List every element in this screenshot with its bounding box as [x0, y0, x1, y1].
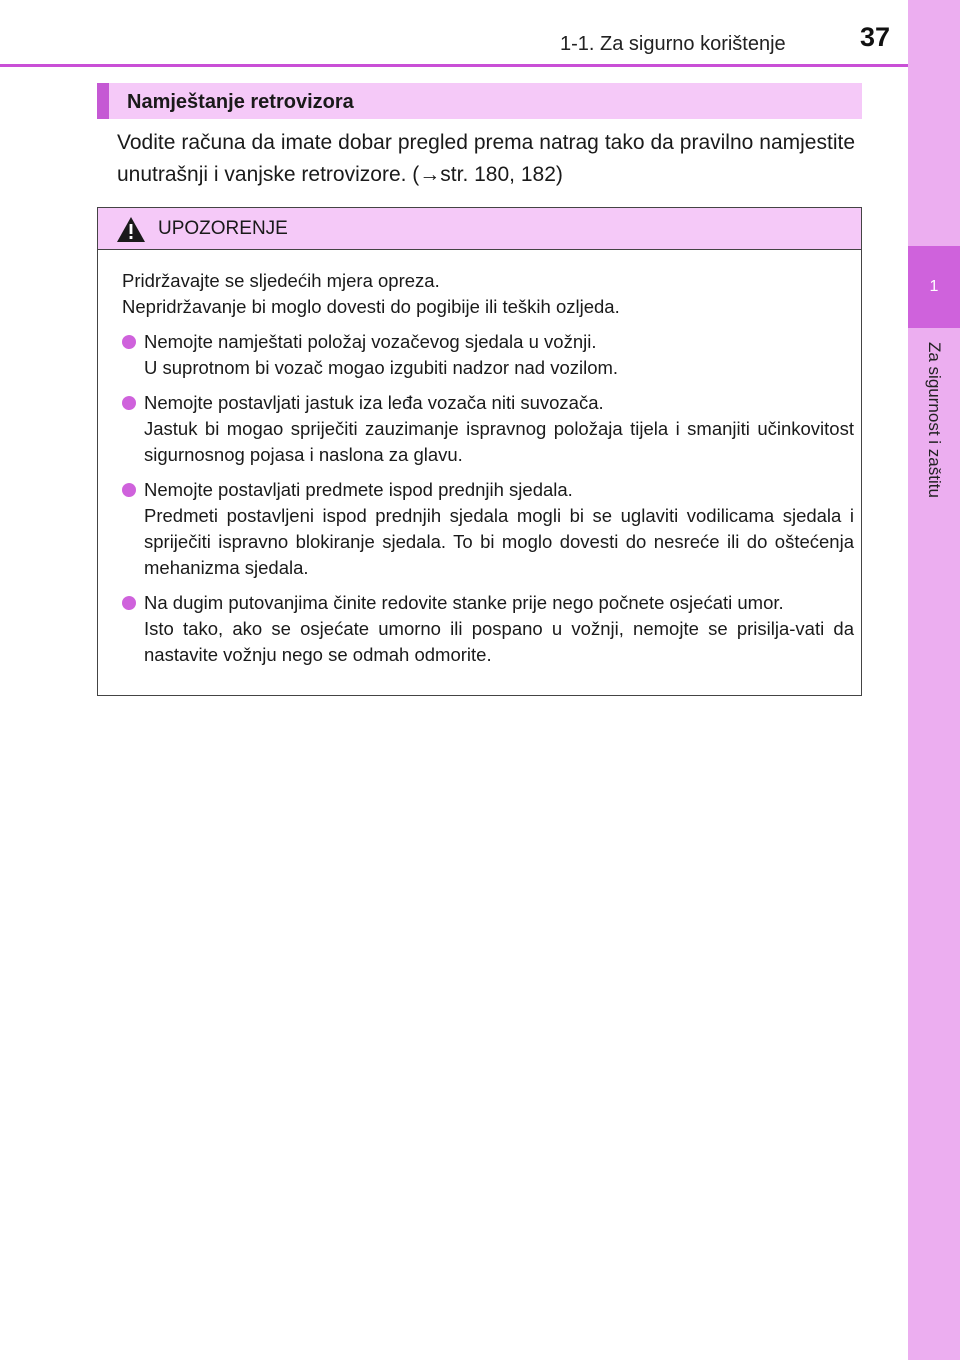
warning-triangle-icon: [116, 216, 146, 243]
chapter-number: 1: [929, 278, 939, 295]
warning-intro-line: Pridržavajte se sljedećih mjera opreza.: [122, 270, 440, 291]
warning-intro-line: Nepridržavanje bi moglo dovesti do pogibije ili teških ozljeda.: [122, 296, 620, 317]
warning-item: [122, 329, 854, 381]
section-title: Namještanje retrovizora: [127, 91, 354, 113]
warning-item-title: Nemojte postavljati jastuk iza leđa vozača niti suvozača.: [144, 392, 604, 413]
warning-item-text: Predmeti postavljeni ispod prednjih sjedala mogli bi se uglaviti vodilicama sjedala i spriječiti ispravno blokiranje sjedala. To bi moglo dovesti do nesreće ili do oštećenja mehanizma sjedala.: [144, 505, 854, 578]
warning-box: [97, 207, 862, 696]
chapter-title: Za sigurnost i zaštitu: [925, 342, 944, 498]
running-head: 1-1. Za sigurno korištenje: [560, 33, 786, 55]
warning-item-text: Isto tako, ako se osjećate umorno ili pospano u vožnji, nemojte se prisilja-vati da nastavite vožnju nego se odmah odmorite.: [144, 618, 854, 665]
warning-item: [122, 390, 854, 468]
warning-item-text: Jastuk bi mogao spriječiti zauzimanje ispravnog položaja tijela i smanjiti učinkovitost sigurnosnog pojasa i naslona za glavu.: [144, 418, 854, 465]
bullet-icon: [122, 596, 136, 610]
warning-item-title: Na dugim putovanjima činite redovite stanke prije nego počnete osjećati umor.: [144, 592, 784, 613]
header-divider: [0, 64, 908, 67]
warning-body: [122, 268, 854, 668]
warning-header: [98, 208, 861, 250]
warning-label: UPOZORENJE: [158, 218, 288, 239]
warning-item: [122, 477, 854, 581]
chapter-sidebar: [908, 0, 960, 1360]
warning-item-title: Nemojte postavljati predmete ispod prednjih sjedala.: [144, 479, 573, 500]
warning-item-title: Nemojte namještati položaj vozačevog sjedala u vožnji.: [144, 331, 597, 352]
bullet-icon: [122, 483, 136, 497]
section-heading-bar: [97, 83, 862, 119]
chapter-number-tab: [908, 246, 960, 328]
bullet-icon: [122, 335, 136, 349]
section-intro-paragraph: Vodite računa da imate dobar pregled prema natrag tako da pravilno namjestite unutrašnji i vanjske retrovizore. (→str. 180, 182): [117, 131, 855, 186]
bullet-icon: [122, 396, 136, 410]
warning-item: [122, 590, 854, 668]
warning-item-text: U suprotnom bi vozač mogao izgubiti nadzor nad vozilom.: [144, 357, 619, 378]
page-number: 37: [860, 22, 891, 52]
